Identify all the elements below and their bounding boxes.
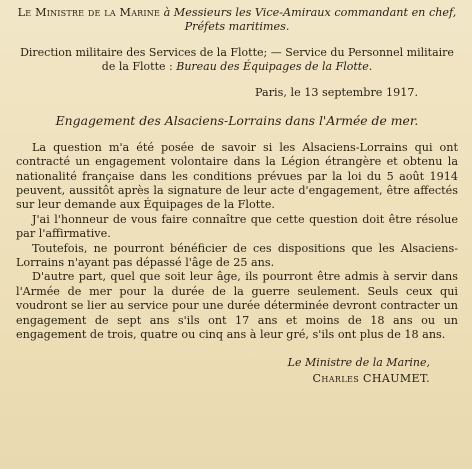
- recipient-lead: Le Ministre de la Marine: [17, 6, 161, 19]
- recipient-rest: à Messieurs les Vice-Amiraux commandant en chef, Préfets maritimes.: [160, 6, 457, 33]
- direction-line: Direction militaire des Services de la Flotte; — Service du Personnel militaire de la Flotte :: [20, 46, 454, 73]
- body-paragraph-3: Toutefois, ne pourront bénéficier de ces dispositions que les Alsaciens-Lorrains n'ayant pas dépassé l'âge de 25 ans.: [16, 241, 458, 270]
- document-title: Engagement des Alsaciens-Lorrains dans l'Armée de mer.: [55, 113, 419, 129]
- service-direction: [16, 46, 458, 74]
- signature-role: Le Ministre de la Marine,: [287, 355, 430, 369]
- date-line: Paris, le 13 septembre 1917.: [255, 86, 418, 99]
- body-paragraph-1: La question m'a été posée de savoir si les Alsaciens-Lorrains qui ont contracté un engagement volontaire dans la Légion étrangère et obtenu la nationalité française dans les conditions prévues par la loi du 5 août 1914 peuvent, aussitôt après la signature de leur acte d'engagement, être affectés sur leur demande aux Équipages de la Flotte.: [16, 140, 458, 212]
- body-paragraph-4: D'autre part, quel que soit leur âge, ils pourront être admis à servir dans l'Armée de mer pour la durée de la guerre seulement. Seuls ceux qui voudront se lier au service pour une durée déterminée devront contracter un engagement de sept ans s'ils ont 17 ans et moins de 18 ans ou un engagement de trois, quatre ou cinq ans à leur gré, s'ils ont plus de 18 ans.: [16, 270, 458, 342]
- signature-block: [16, 355, 430, 387]
- bureau-name: Bureau des Équipages de la Flotte.: [176, 60, 373, 73]
- signature-name: Charles CHAUMET.: [312, 371, 430, 385]
- recipient-header: [16, 6, 458, 34]
- body-paragraph-2: J'ai l'honneur de vous faire connaître que cette question doit être résolue par l'affirmative.: [16, 212, 458, 241]
